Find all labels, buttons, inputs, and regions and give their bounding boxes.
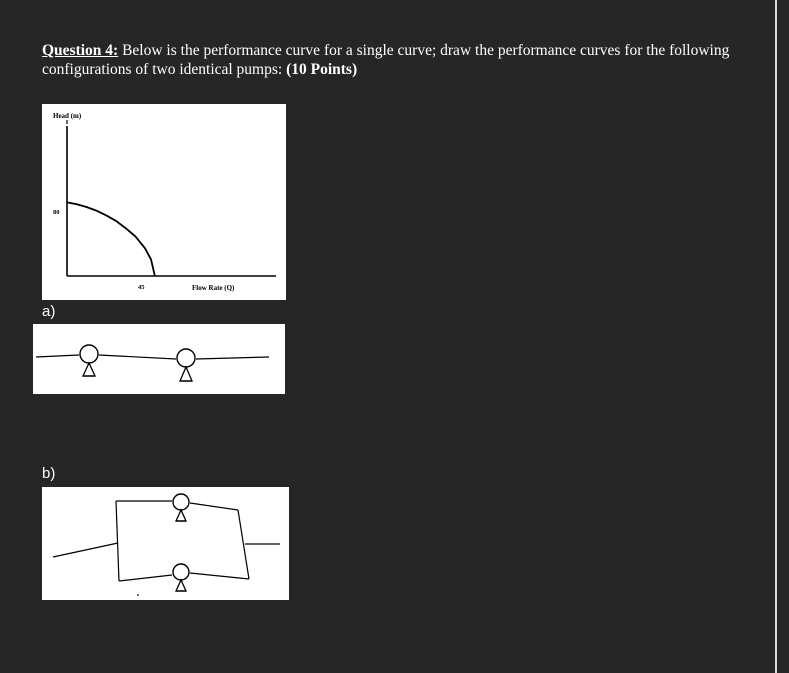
pump-bottom-icon — [173, 564, 189, 591]
series-pipe-mid — [99, 355, 176, 359]
pump-1-icon — [80, 345, 98, 376]
question-body: Below is the performance curve for a single curve; draw the performance curves for the following configurations of two identical pumps: — [42, 42, 730, 78]
parallel-bottom-pipe-b — [190, 573, 249, 579]
parallel-pipe-in — [53, 543, 118, 557]
parallel-bottom-pipe-a — [119, 575, 172, 581]
question-text — [42, 41, 742, 79]
pump-top-icon — [173, 494, 189, 521]
y-axis-label: Head (m) — [53, 112, 82, 120]
page-edge — [775, 0, 777, 673]
series-diagram-svg — [33, 324, 285, 394]
pump-2-icon — [177, 349, 195, 381]
parallel-left-branch — [116, 501, 119, 581]
x-tick-label: 45 — [138, 284, 145, 291]
y-tick-label: 80 — [53, 209, 60, 216]
stray-dot — [137, 594, 139, 596]
part-a-label: a) — [42, 303, 56, 320]
parallel-top-pipe-b — [190, 503, 238, 510]
x-axis-label: Flow Rate (Q) — [192, 284, 235, 292]
performance-curve-line — [67, 202, 155, 276]
part-b-label: b) — [42, 465, 56, 482]
series-pipe-in — [36, 355, 79, 357]
question-label: Question 4: — [42, 42, 119, 59]
performance-curve-chart — [42, 104, 286, 300]
question-points: (10 Points) — [286, 61, 358, 78]
series-pumps-diagram — [33, 324, 285, 394]
parallel-pumps-diagram — [42, 487, 289, 600]
series-pipe-out — [196, 357, 269, 359]
parallel-diagram-svg — [42, 487, 289, 600]
chart-svg — [42, 104, 286, 300]
